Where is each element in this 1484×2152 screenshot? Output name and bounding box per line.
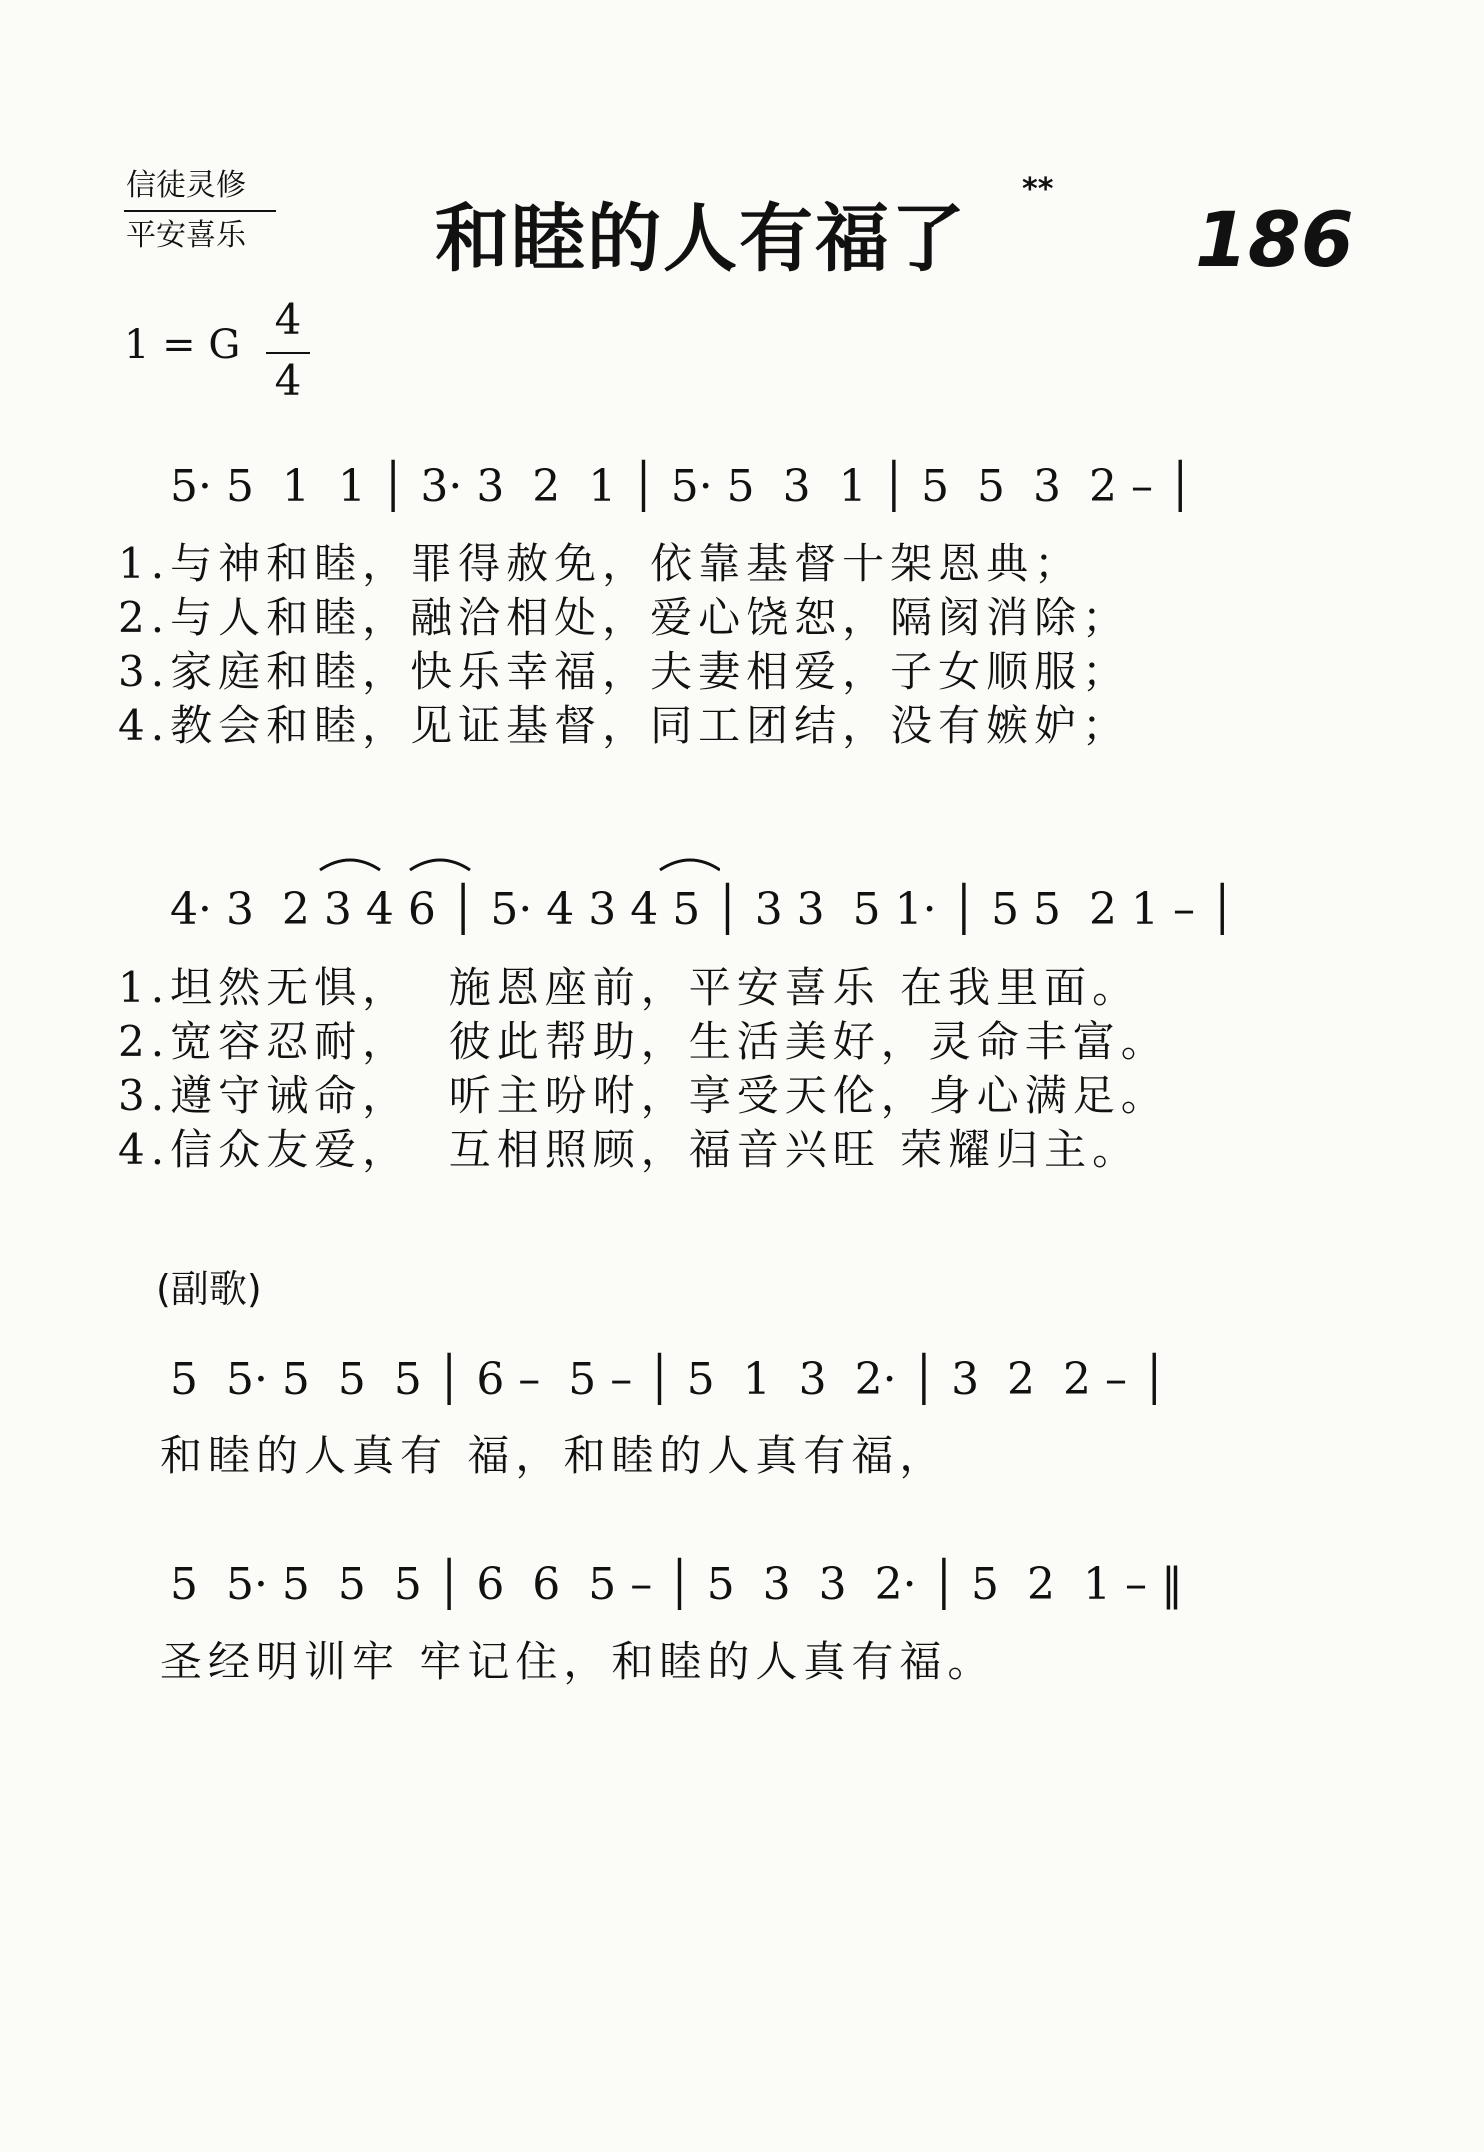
category-bottom: 平安喜乐 bbox=[126, 218, 246, 253]
refrain-lyrics-2: 圣经明训牢 牢记住，和睦的人真有福。 bbox=[160, 1637, 996, 1686]
verse-2-line-2: 2.宽容忍耐， 彼此帮助，生活美好，灵命丰富。 bbox=[118, 1017, 1169, 1066]
verse-3-line-1: 3.家庭和睦，快乐幸福，夫妻相爱，子女顺服； bbox=[118, 647, 1131, 696]
verse-1-line-2: 1.坦然无惧， 施恩座前，平安喜乐 在我里面。 bbox=[118, 963, 1141, 1012]
verse-3-line-2: 3.遵守诫命， 听主吩咐，享受天伦，身心满足。 bbox=[118, 1071, 1169, 1120]
refrain-label: (副歌) bbox=[156, 1267, 262, 1311]
verse-4-line-1: 4.教会和睦，见证基督，同工团结，没有嫉妒； bbox=[118, 701, 1131, 750]
verse-1-line-1: 1.与神和睦，罪得赦免，依靠基督十架恩典； bbox=[118, 539, 1083, 588]
time-signature-bottom: 4 bbox=[274, 356, 302, 405]
time-signature-line bbox=[266, 352, 310, 354]
hymn-number: 186 bbox=[1195, 195, 1354, 284]
key-signature: 1 = G bbox=[124, 322, 241, 368]
title-footnote-mark: ** bbox=[1022, 172, 1054, 207]
notation-line-4: 5 5· 5 5 5 │ 6 6 5 – │ 5 3 3 2· │ 5 2 1 – ‖ bbox=[170, 1559, 1183, 1610]
time-signature-top: 4 bbox=[274, 295, 302, 344]
hymn-title: 和睦的人有福了 bbox=[435, 196, 967, 282]
notation-line-1: 5· 5 1 1 │ 3· 3 2 1 │ 5· 5 3 1 │ 5 5 3 2 – │ bbox=[170, 461, 1194, 512]
notation-line-2: 4· 3 2 3 4 6 │ 5· 4 3 4 5 │ 3 3 5 1· │ 5 5 2 1 – │ bbox=[170, 884, 1236, 935]
refrain-lyrics-1: 和睦的人真有 福，和睦的人真有福， bbox=[160, 1431, 948, 1480]
category-top: 信徒灵修 bbox=[126, 168, 246, 203]
verse-2-line-1: 2.与人和睦，融洽相处，爱心饶恕，隔阂消除； bbox=[118, 593, 1131, 642]
notation-line-3: 5 5· 5 5 5 │ 6 – 5 – │ 5 1 3 2· │ 3 2 2 – │ bbox=[170, 1354, 1168, 1405]
verse-4-line-2: 4.信众友爱， 互相照顾，福音兴旺 荣耀归主。 bbox=[118, 1125, 1141, 1174]
slur-marks bbox=[300, 848, 720, 878]
category-divider bbox=[124, 210, 276, 212]
